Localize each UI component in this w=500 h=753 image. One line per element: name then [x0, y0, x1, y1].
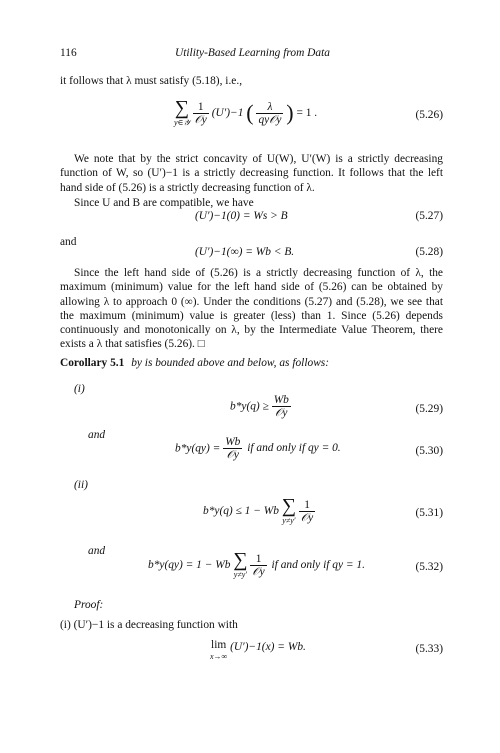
equation-body: (U′)−1(∞) = Wb < B. [195, 246, 295, 258]
equation-label: (5.31) [415, 507, 443, 519]
item-label-i: (i) [74, 383, 85, 395]
equation-lhs: b*y(q) ≤ 1 − Wb [203, 504, 279, 517]
page-number: 116 [60, 47, 77, 59]
corollary-title: Corollary 5.1 [60, 357, 125, 369]
equation-5-32 [60, 550, 443, 590]
item-label-ii: (ii) [74, 479, 88, 491]
sum-symbol: ∑ y∈𝒴 [174, 97, 190, 127]
fraction: $\frac{1}{\text{𝒪y}}$ [252, 552, 265, 578]
equation-5-27 [60, 209, 443, 229]
paragraph-ivt: Since the left hand side of (5.26) is a strictly decreasing function of λ, the maximum (minimum) value for the left hand side of (5.26) can be obtained by allowing λ to approach 0 (∞). Under the conditions (5.27) and (5.28), we see that the maximum (minimum) value is greater (less) than 1. Since (5.26) depends continuously and monotonically on λ, by the Intermediate Value Theorem, there exists a λ that satisfies (5.26). □ [60, 267, 443, 351]
paragraph-compatible: Since U and B are compatible, we have [74, 197, 254, 209]
and-connector: and [60, 236, 77, 248]
equation-5-30 [60, 436, 443, 466]
equation-condition: if and only if qy = 1. [271, 558, 365, 571]
paragraph-concavity: We note that by the strict concavity of U(W), U′(W) is a strictly decreasing function of W, so (U′)−1 is a strictly decreasing function. It follows that the left hand side of (5.26) is a strictly decreasing function of λ. [60, 153, 443, 194]
equation-label: (5.29) [415, 403, 443, 415]
running-title: Utility-Based Learning from Data [175, 47, 330, 59]
fraction: $\frac{Wb}{\text{𝒪y}}$ [273, 394, 289, 419]
sum-symbol: ∑ y≠y′ [281, 495, 297, 525]
equation-condition: if and only if qy = 0. [247, 442, 341, 455]
intro-line: it follows that λ must satisfy (5.18), i.e., [60, 75, 243, 87]
equation-body: (U′)−1(0) = Ws > B [195, 210, 288, 222]
equation-label: (5.33) [415, 643, 443, 655]
equation-lhs: b*y(q) ≥ [230, 400, 269, 413]
corollary-statement: by is bounded above and below, as follows: [131, 357, 330, 369]
proof-item-i: (i) (U′)−1 is a decreasing function with [60, 619, 238, 631]
fraction: $\frac{\lambda}{\text{qy𝒪y}}$ [258, 100, 282, 126]
equation-rhs: = 1 . [296, 106, 318, 119]
equation-5-33 [60, 640, 443, 670]
equation-label: (5.32) [415, 561, 443, 573]
equation-label: (5.26) [415, 109, 443, 121]
fraction: $\frac{1}{\text{𝒪y}}$ [194, 100, 207, 126]
and-connector: and [88, 429, 106, 441]
inverse-derivative: (U′)−1 [211, 106, 244, 119]
fraction: $\frac{Wb}{\text{𝒪y}}$ [225, 436, 241, 461]
equation-5-29 [60, 394, 443, 424]
fraction: $\frac{1}{\text{𝒪y}}$ [300, 498, 314, 524]
corollary-heading [60, 356, 329, 370]
equation-lhs: b*y(qy) = [175, 442, 221, 455]
sum-symbol: ∑ y≠y′ [233, 549, 248, 579]
equation-label: (5.30) [415, 445, 443, 457]
and-connector: and [88, 545, 106, 557]
equation-lhs: b*y(qy) = 1 − Wb [148, 558, 231, 571]
equation-5-31 [60, 496, 443, 536]
equation-label: (5.28) [415, 246, 443, 258]
limit-symbol: lim x→∞ [210, 639, 228, 661]
equation-body: (U′)−1(x) = Wb. [230, 641, 306, 653]
equation-5-28 [60, 245, 443, 265]
proof-heading: Proof: [74, 599, 104, 611]
equation-label: (5.27) [415, 210, 443, 222]
equation-5-26: ∑ y∈𝒴 $\frac{1}{\text{𝒪y}}$ (U′)−1 ( $\frac{\lambda}{\text{qy𝒪y}}$ ) = 1 . (5.26) [174, 97, 443, 127]
